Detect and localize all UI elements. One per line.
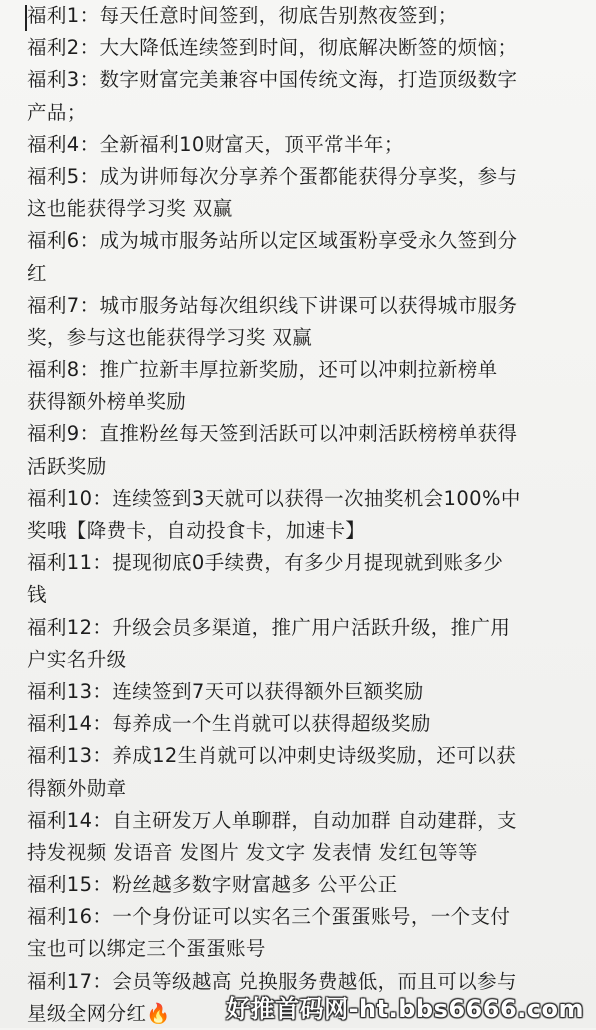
text-line: 福利9：直推粉丝每天签到活跃可以冲刺活跃榜榜单获得 xyxy=(27,422,518,446)
text-line: 福利14：每养成一个生肖就可以获得超级奖励 xyxy=(27,712,431,736)
text-line: 福利4：全新福利10财富天，顶平常半年； xyxy=(27,132,404,156)
text-line: 获得额外榜单奖励 xyxy=(27,390,187,414)
text-line: 福利3：数字财富完美兼容中国传统文海，打造顶级数字 xyxy=(27,68,518,92)
text-line: 福利16：一个身份证可以实名三个蛋蛋账号，一个支付 xyxy=(27,905,511,929)
text-line: 福利6：成为城市服务站所以定区域蛋粉享受永久签到分 xyxy=(27,229,518,253)
text-line: 奖，参与这也能获得学习奖 双赢 xyxy=(27,325,313,349)
benefits-list xyxy=(27,0,586,1030)
text-line: 奖哦【降费卡，自动投食卡，加速卡】 xyxy=(27,519,366,542)
text-line: 福利10：连续签到3天就可以获得一次抽奖机会100%中 xyxy=(27,486,521,510)
text-line: 福利2：大大降低连续签到时间，彻底解决断签的烦恼； xyxy=(27,36,518,60)
text-line: 星级全网分红🔥 xyxy=(27,1001,172,1025)
text-line: 福利13：养成12生肖就可以冲刺史诗级奖励，还可以获 xyxy=(27,744,517,768)
text-line: 福利8：推广拉新丰厚拉新奖励，还可以冲刺拉新榜单 xyxy=(27,358,498,382)
text-line: 红 xyxy=(27,261,47,285)
text-line: 福利12：升级会员多渠道，推广用户活跃升级，推广用 xyxy=(27,615,511,639)
text-line: 得额外勋章 xyxy=(27,776,127,800)
text-line: 福利15：粉丝越多数字财富越多 公平公正 xyxy=(27,873,398,897)
text-line: 户实名升级 xyxy=(27,647,127,671)
text-line: 活跃奖励 xyxy=(27,454,107,478)
text-line: 福利17：会员等级越高 兑换服务费越低，而且可以参与 xyxy=(27,969,517,993)
text-line: 钱 xyxy=(27,583,47,607)
text-line: 福利7：城市服务站每次组织线下讲课可以获得城市服务 xyxy=(27,293,518,317)
text-line: 宝也可以绑定三个蛋蛋账号 xyxy=(27,937,266,961)
text-line: 持发视频 发语音 发图片 发文字 发表情 发红包等等 xyxy=(27,840,478,864)
text-line: 福利1：每天任意时间签到，彻底告别熬夜签到； xyxy=(27,4,458,27)
watermark-text: 好推首码网-ht.bbs6666.com xyxy=(226,995,584,1023)
text-line: 福利14：自主研发万人单聊群，自动加群 自动建群，支 xyxy=(27,808,517,832)
text-line: 福利5：成为讲师每次分享养个蛋都能获得分享奖，参与 xyxy=(27,164,518,188)
text-line: 这也能获得学习奖 双赢 xyxy=(27,197,233,221)
text-line: 福利11：提现彻底0手续费，有多少月提现就到账多少 xyxy=(27,551,504,575)
text-line: 产品； xyxy=(27,100,87,124)
text-line: 福利13：连续签到7天可以获得额外巨额奖励 xyxy=(27,679,424,703)
text-cursor xyxy=(25,5,27,31)
